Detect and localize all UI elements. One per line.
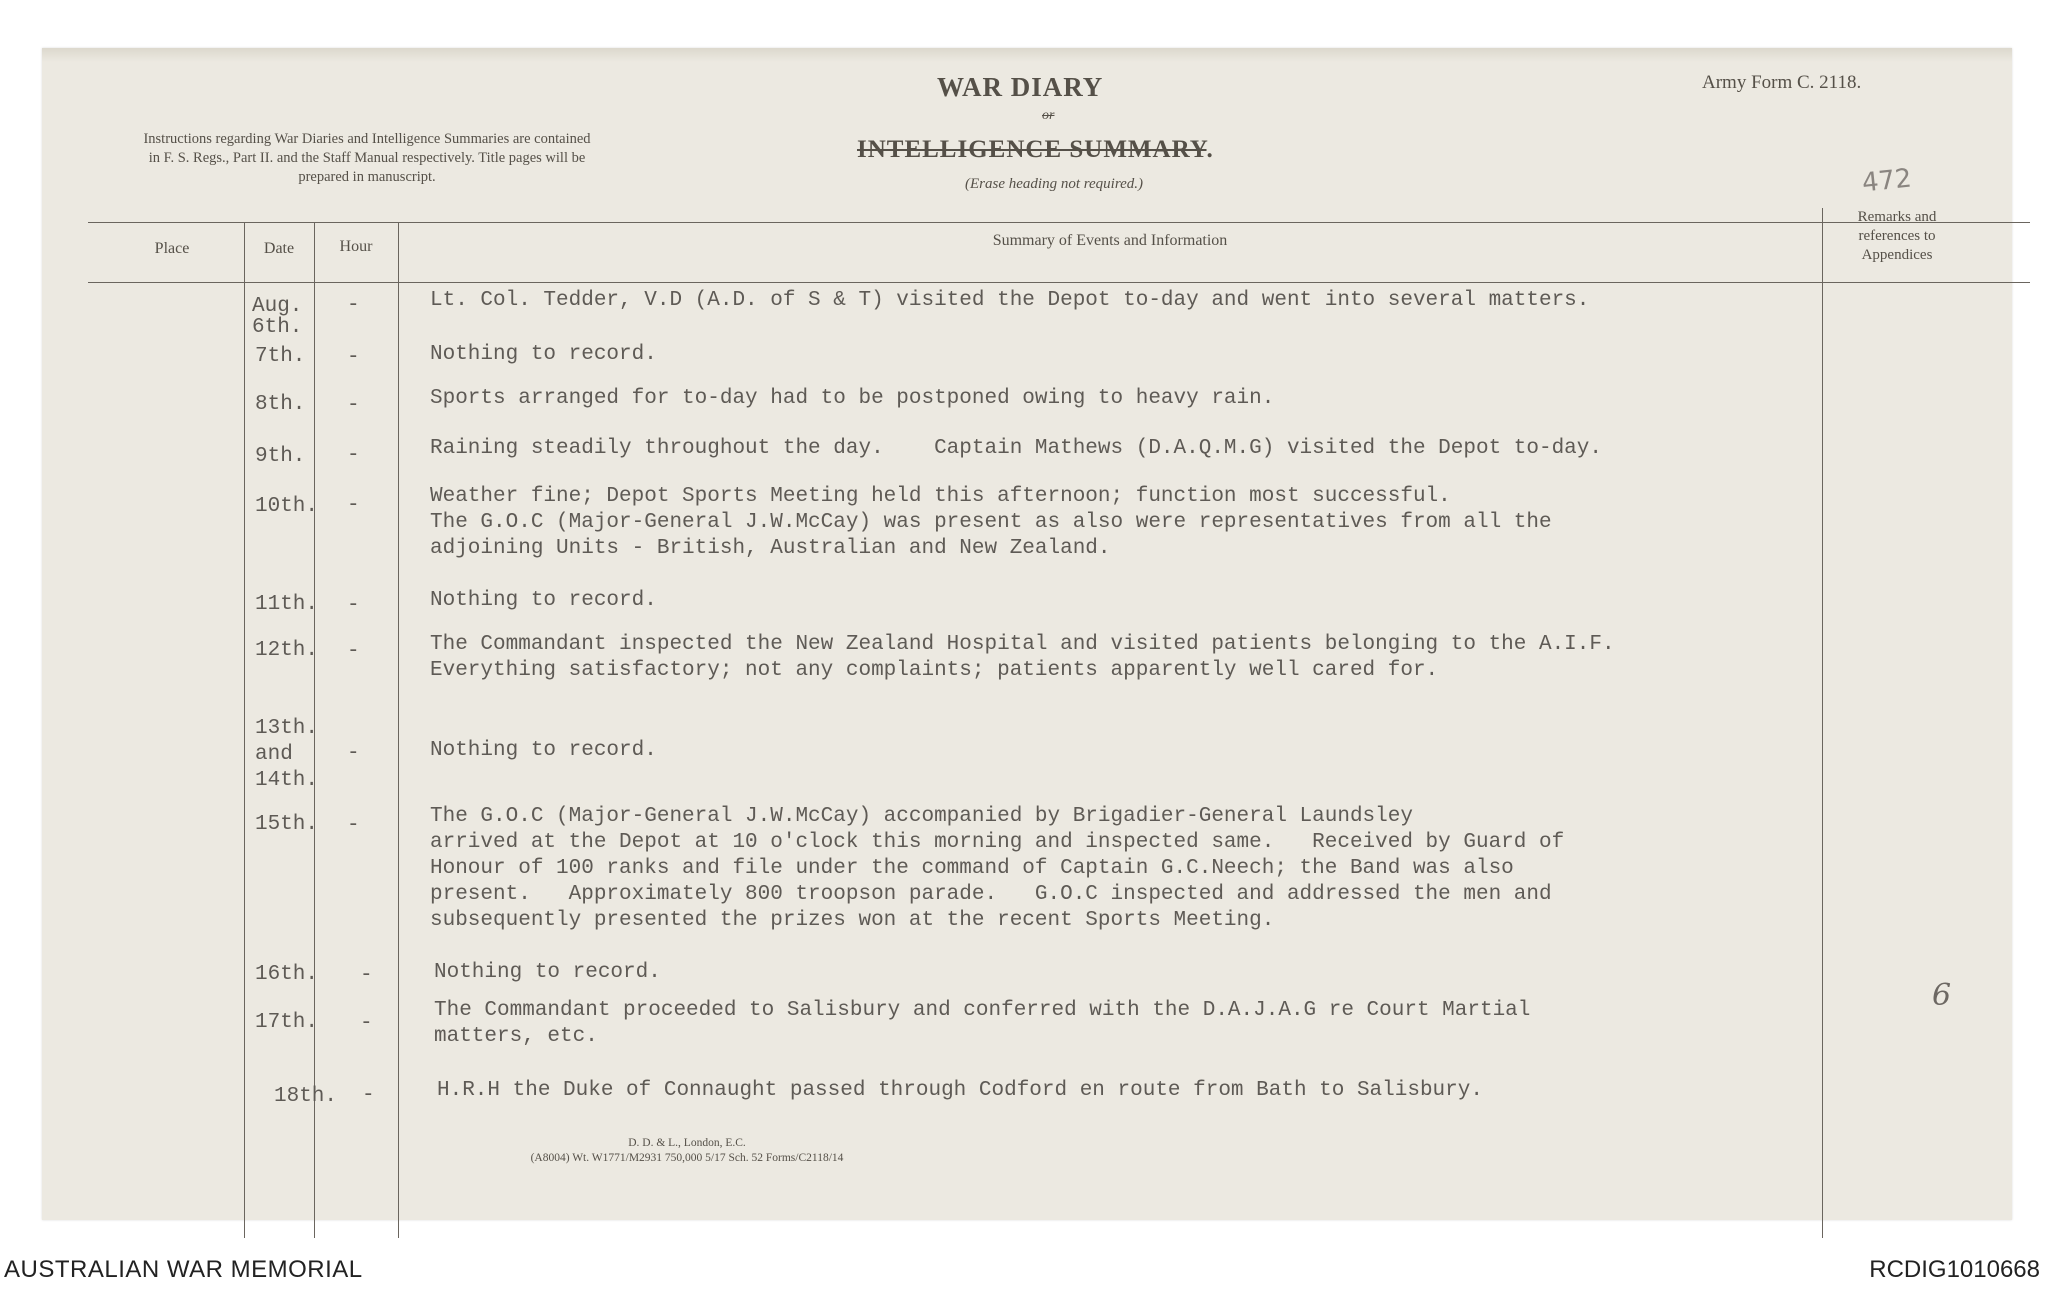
- archive-name: AUSTRALIAN WAR MEMORIAL: [4, 1256, 363, 1283]
- entry-hour: -: [347, 394, 360, 417]
- entry-text: Lt. Col. Tedder, V.D (A.D. of S & T) visited the Depot to-day and went into several matters.: [430, 289, 1590, 312]
- margin-note: 6: [1932, 978, 1952, 1013]
- entry-hour: -: [347, 742, 360, 765]
- entry-text: Sports arranged for to-day had to be postponed owing to heavy rain.: [430, 387, 1275, 410]
- entry-text: Nothing to record.: [430, 343, 657, 366]
- page-top-edge: [42, 48, 2012, 62]
- entry-text: H.R.H the Duke of Connaught passed through Codford en route from Bath to Salisbury.: [437, 1079, 1483, 1102]
- col-header-remarks: Remarks and references to Appendices: [1857, 209, 1937, 263]
- entry-text: The Commandant inspected the New Zealand Hospital and visited patients belonging to the A.I.F. Everything satisfactory; not any complaints; patients apparently well cared for.: [430, 633, 1615, 682]
- entry-date: 13th. and 14th.: [255, 717, 319, 792]
- entry-date: 11th.: [255, 593, 319, 616]
- form-title: WAR DIARY: [937, 72, 1104, 102]
- entry-text: Raining steadily throughout the day. Captain Mathews (D.A.Q.M.G) visited the Depot to-day.: [430, 437, 1602, 460]
- col-rule-remarks: [1822, 208, 1823, 1238]
- col-rule-hour: [398, 222, 399, 1238]
- entry-hour: -: [362, 1084, 375, 1107]
- printer-imprint: [467, 1136, 907, 1166]
- diary-page: [42, 48, 2012, 1220]
- entry-hour: -: [347, 640, 360, 663]
- col-header-date: Date: [263, 240, 295, 257]
- handwritten-page-number: 472: [1860, 163, 1914, 199]
- entry-date: 15th.: [255, 813, 319, 836]
- entry-date: 17th.: [255, 1011, 319, 1034]
- entry-date: 10th.: [255, 495, 319, 518]
- entry-text: Nothing to record.: [434, 961, 661, 984]
- table-header-rule: [88, 282, 2030, 283]
- col-header-summary: Summary of Events and Information: [992, 232, 1228, 249]
- imprint-line-1: D. D. & L., London, E.C.: [628, 1137, 746, 1149]
- army-form-number: Army Form C. 2118.: [1702, 72, 1862, 93]
- col-header-place: Place: [154, 240, 190, 257]
- subtitle-struck-text: INTELLIGENCE SUMMARY: [857, 136, 1207, 163]
- form-or-word: or: [1042, 108, 1055, 123]
- entry-text: Weather fine; Depot Sports Meeting held this afternoon; function most successful. The G.O.C (Major-General J.W.McCay) was present as also were representatives from all the adjoining Units - British, Australian and New Zealand.: [430, 485, 1552, 560]
- record-id: RCDIG1010668: [1869, 1256, 2040, 1283]
- entry-date: 18th.: [274, 1085, 338, 1108]
- form-subtitle: [857, 136, 1214, 164]
- table-top-rule: [88, 222, 2030, 223]
- entry-date: 12th.: [255, 639, 319, 662]
- entry-hour: -: [347, 444, 360, 467]
- col-header-hour: Hour: [339, 238, 373, 255]
- subtitle-period: .: [1206, 136, 1214, 163]
- entry-date: 9th.: [255, 445, 306, 468]
- entry-hour: -: [347, 346, 360, 369]
- entry-hour: -: [347, 494, 360, 517]
- entry-hour: -: [347, 594, 360, 617]
- entry-date: Aug. 6th.: [252, 295, 303, 339]
- imprint-line-2: (A8004) Wt. W1771/M2931 750,000 5/17 Sch. 52 Forms/C2118/14: [530, 1152, 844, 1164]
- entry-hour: -: [360, 964, 373, 987]
- entry-hour: -: [347, 294, 360, 317]
- col-rule-place: [244, 222, 245, 1238]
- entry-date: 8th.: [255, 393, 306, 416]
- entry-text: Nothing to record.: [430, 739, 657, 762]
- entry-text: The Commandant proceeded to Salisbury and conferred with the D.A.J.A.G re Court Martial matters, etc.: [434, 999, 1531, 1048]
- instructions-text: Instructions regarding War Diaries and Intelligence Summaries are contained in F. S. Regs., Part II. and the Staff Manual respectively. Title pages will be prepared in manuscript.: [143, 131, 591, 185]
- entry-hour: -: [347, 814, 360, 837]
- entry-hour: -: [360, 1012, 373, 1035]
- entry-text: Nothing to record.: [430, 589, 657, 612]
- entry-text: The G.O.C (Major-General J.W.McCay) accompanied by Brigadier-General Laundsley arrived at the Depot at 10 o'clock this morning and inspected same. Received by Guard of Honour of 100 ranks and file under the command of Captain G.C.Neech; the Band was also present. Approximately 800 troopson parade. G.O.C inspected and addressed the men and subsequently presented the prizes won at the recent Sports Meeting.: [430, 805, 1565, 932]
- entry-date: 7th.: [255, 345, 306, 368]
- erase-note: (Erase heading not required.): [965, 176, 1144, 192]
- entry-date: 16th.: [255, 963, 319, 986]
